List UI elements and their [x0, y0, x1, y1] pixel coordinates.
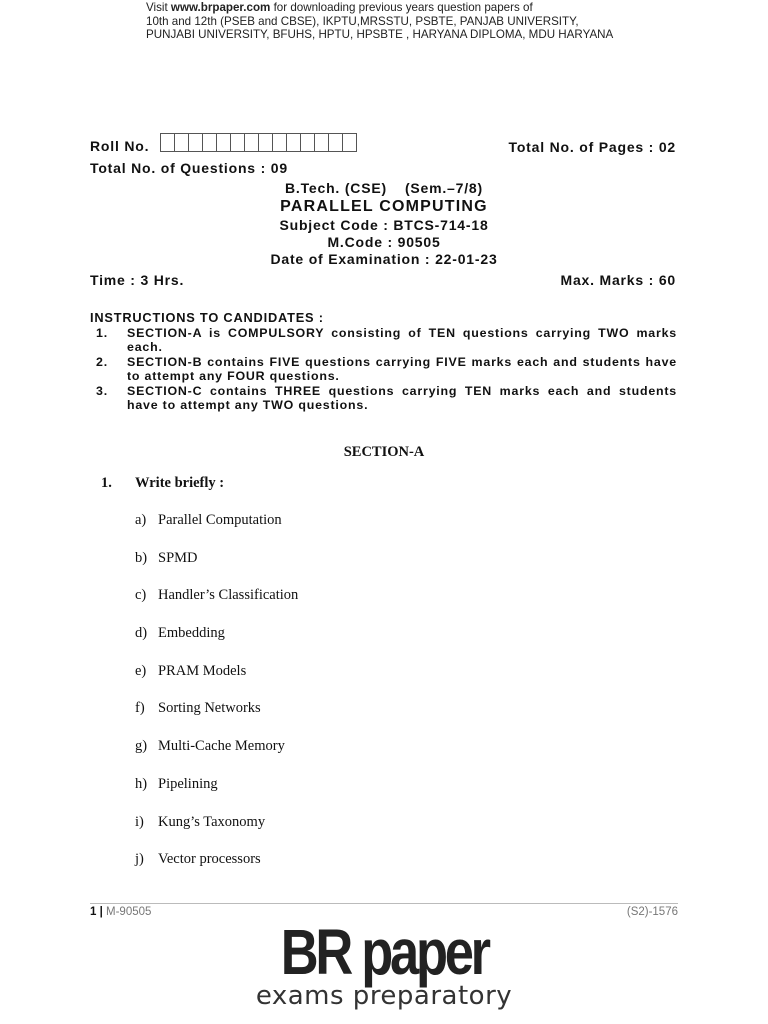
question-part — [135, 814, 298, 852]
banner-line-3: PUNJABI UNIVERSITY, BFUHS, HPTU, HPSBTE , HARYANA DIPLOMA, MDU HARYANA — [146, 28, 614, 42]
part-letter: h) — [135, 775, 148, 792]
section-title: SECTION-A — [343, 444, 425, 460]
part-letter: c) — [135, 587, 147, 604]
max-marks: Max. Marks : 60 — [560, 272, 676, 288]
question-number: 1. — [101, 475, 112, 491]
banner-site-link[interactable]: www.brpaper.com — [170, 1, 271, 14]
roll-no-box — [286, 133, 301, 152]
footer-code: (S2)-1576 — [626, 906, 678, 918]
roll-no-box — [272, 133, 287, 152]
part-letter: i) — [135, 813, 144, 830]
roll-no-box — [202, 133, 217, 152]
banner-line-2: 10th and 12th (PSEB and CBSE), IKPTU,MRSSTU, PSBTE, PANJAB UNIVERSITY, — [146, 14, 579, 28]
exam-date: Date of Examination : 22-01-23 — [270, 251, 498, 267]
question-part — [135, 550, 298, 588]
roll-no-box — [314, 133, 329, 152]
question-text: Write briefly : — [135, 475, 225, 491]
part-letter: a) — [135, 512, 147, 528]
instruction-item — [90, 355, 677, 383]
instruction-text: SECTION-A is COMPULSORY consisting of TEN questions carrying TWO marks each. — [127, 326, 677, 354]
instruction-number: 2. — [96, 355, 108, 369]
footer-mcode: M-90505 — [106, 906, 152, 918]
question-part — [135, 776, 298, 814]
instruction-number: 1. — [96, 326, 108, 340]
page-separator: | — [96, 906, 107, 918]
question-part — [135, 663, 298, 701]
roll-no-box — [160, 133, 175, 152]
logo-main-text: BR paper — [280, 916, 488, 988]
roll-no-box — [188, 133, 203, 152]
semester: (Sem.–7/8) — [404, 180, 483, 196]
question-part — [135, 512, 298, 550]
subject-code: Subject Code : BTCS-714-18 — [279, 217, 489, 233]
question-parts — [135, 512, 298, 889]
part-text: Vector processors — [158, 851, 261, 868]
part-text: Sorting Networks — [158, 700, 261, 717]
subject-title: PARALLEL COMPUTING — [280, 198, 488, 215]
part-letter: f) — [135, 700, 145, 717]
instruction-item — [90, 384, 677, 412]
top-banner — [146, 1, 666, 42]
course: B.Tech. (CSE) — [285, 180, 387, 196]
roll-no-box — [216, 133, 231, 152]
part-text: Pipelining — [158, 775, 218, 792]
instructions-heading: INSTRUCTIONS TO CANDIDATES : — [90, 310, 324, 325]
total-questions: Total No. of Questions : 09 — [90, 160, 288, 176]
roll-no-box — [258, 133, 273, 152]
part-text: Handler’s Classification — [158, 587, 299, 604]
instruction-item — [90, 326, 677, 354]
roll-no-boxes — [160, 133, 356, 151]
part-letter: e) — [135, 662, 147, 679]
roll-no-box — [300, 133, 315, 152]
part-text: Multi-Cache Memory — [158, 738, 285, 755]
total-pages: Total No. of Pages : 02 — [508, 139, 676, 155]
course-line — [0, 180, 768, 196]
instructions-list — [90, 326, 677, 413]
time-allowed: Time : 3 Hrs. — [90, 272, 185, 288]
question-part — [135, 587, 298, 625]
part-text: Parallel Computation — [158, 512, 282, 528]
question-part — [135, 738, 298, 776]
footer-divider — [90, 903, 678, 904]
roll-no-box — [328, 133, 343, 152]
roll-no-box — [230, 133, 245, 152]
part-text: Kung’s Taxonomy — [158, 813, 266, 830]
instruction-text: SECTION-C contains THREE questions carrying TEN marks each and students have to attempt any TWO questions. — [127, 384, 677, 412]
footer-page-info — [90, 906, 151, 918]
part-text: Embedding — [158, 625, 225, 642]
instruction-number: 3. — [96, 384, 108, 398]
part-text: SPMD — [158, 549, 198, 566]
instruction-text: SECTION-B contains FIVE questions carrying FIVE marks each and students have to attempt any FOUR questions. — [127, 355, 677, 383]
question-part — [135, 625, 298, 663]
roll-no-label: Roll No. — [90, 138, 150, 154]
question-part — [135, 851, 298, 889]
logo-tagline: exams preparatory — [255, 981, 513, 1011]
banner-line-1: Visit www.brpaper.com for downloading previous years question papers of — [146, 1, 533, 14]
page-number: 1 — [90, 906, 97, 918]
m-code: M.Code : 90505 — [327, 234, 441, 250]
roll-no-box — [342, 133, 357, 152]
part-letter: j) — [135, 851, 144, 868]
part-letter: g) — [135, 738, 148, 755]
roll-no-box — [244, 133, 259, 152]
brpaper-logo — [0, 916, 768, 1011]
part-letter: d) — [135, 625, 148, 642]
roll-no-box — [174, 133, 189, 152]
part-letter: b) — [135, 549, 148, 566]
question-part — [135, 700, 298, 738]
part-text: PRAM Models — [158, 662, 247, 679]
